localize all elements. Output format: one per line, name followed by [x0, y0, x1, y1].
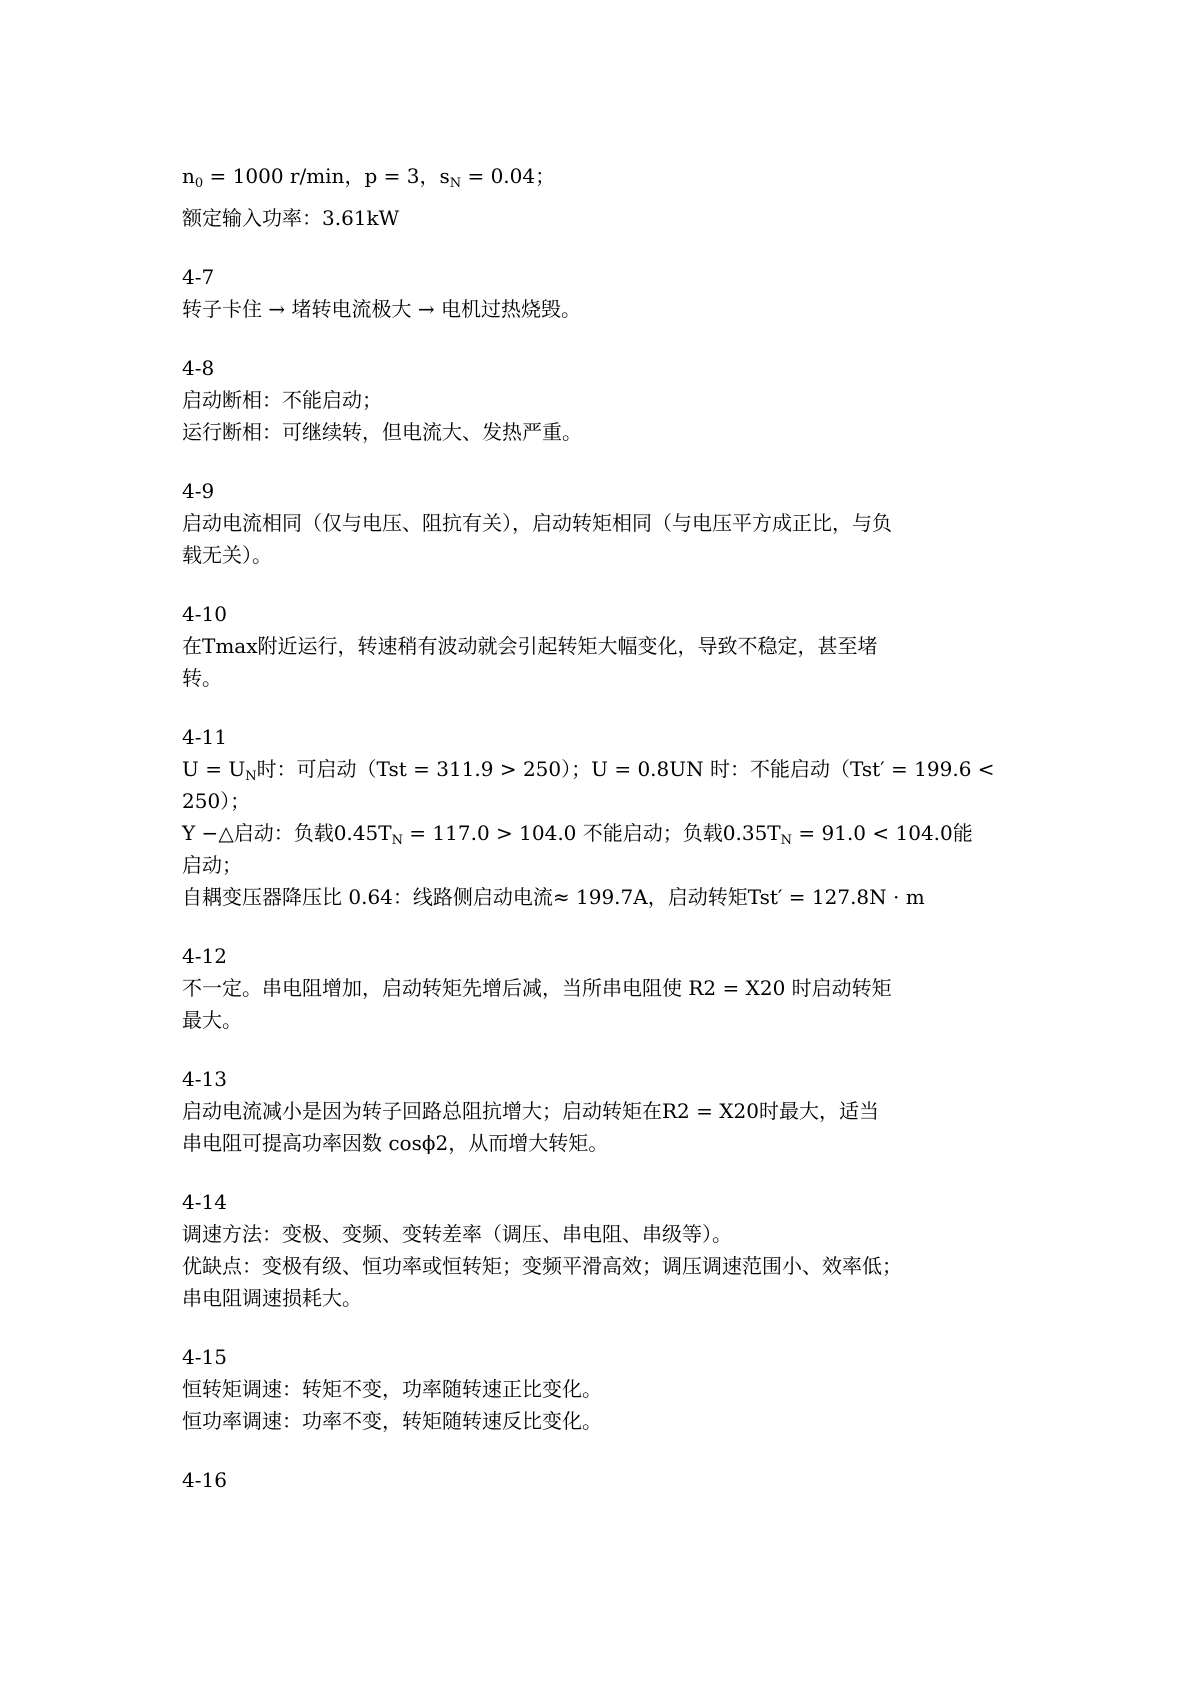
- answer-4-15-line1: 恒转矩调速：转矩不变，功率随转速正比变化。: [182, 1377, 602, 1401]
- section-number-4-7: 4-7: [182, 265, 215, 289]
- answer-4-8-line2: 运行断相：可继续转，但电流大、发热严重。: [182, 420, 582, 444]
- answer-4-11-line4: 启动；: [182, 853, 242, 877]
- answer-4-10-line2: 转。: [182, 666, 222, 690]
- answer-4-8-line1: 启动断相：不能启动；: [182, 388, 382, 412]
- formula-line: $n_0 = 1000$ r/min，p = 3，$s_N = 0.04$；: [182, 164, 556, 191]
- answer-4-14-line2: 优缺点：变极有级、恒功率或恒转矩；变频平滑高效；调压调速范围小、效率低；: [182, 1254, 902, 1278]
- section-number-4-9: 4-9: [182, 479, 215, 503]
- answer-4-10-line1: 在Tmax附近运行，转速稍有波动就会引起转矩大幅变化，导致不稳定，甚至堵: [182, 634, 878, 658]
- section-number-4-14: 4-14: [182, 1190, 227, 1214]
- section-number-4-12: 4-12: [182, 944, 227, 968]
- answer-4-14-line1: 调速方法：变极、变频、变转差率（调压、串电阻、串级等）。: [182, 1222, 732, 1246]
- answer-4-11-line2: 250）；: [182, 789, 251, 813]
- section-number-4-15: 4-15: [182, 1345, 227, 1369]
- answer-4-11-line5: 自耦变压器降压比 0.64：线路侧启动电流≈ 199.7A，启动转矩Tst′ = 127.8N · m: [182, 885, 925, 909]
- answer-4-13-line1: 启动电流减小是因为转子回路总阻抗增大；启动转矩在R2 = X20时最大，适当: [182, 1099, 879, 1123]
- answer-4-12-line1: 不一定。串电阻增加，启动转矩先增后减，当所串电阻使 R2 = X20 时启动转矩: [182, 976, 892, 1000]
- section-number-4-11: 4-11: [182, 725, 227, 749]
- section-number-4-16: 4-16: [182, 1468, 227, 1492]
- section-number-4-8: 4-8: [182, 356, 215, 380]
- section-number-4-10: 4-10: [182, 602, 227, 626]
- answer-4-15-line2: 恒功率调速：功率不变，转矩随转速反比变化。: [182, 1409, 602, 1433]
- answer-4-13-line2: 串电阻可提高功率因数 cosϕ2，从而增大转矩。: [182, 1131, 609, 1155]
- answer-4-14-line3: 串电阻调速损耗大。: [182, 1286, 362, 1310]
- answer-4-7: 转子卡住 → 堵转电流极大 → 电机过热烧毁。: [182, 297, 581, 321]
- answer-4-9-line1: 启动电流相同（仅与电压、阻抗有关），启动转矩相同（与电压平方成正比，与负: [182, 511, 892, 535]
- answer-4-11-line3: Y −△启动：负载$0.45T_N = 117.0 > 104.0$ 不能启动；负载$0.35T_N = 91.0 < 104.0$能: [182, 821, 973, 848]
- answer-4-9-line2: 载无关）。: [182, 543, 272, 567]
- answer-4-11-line1: $U = U_N$时：可启动（Tst = 311.9 > 250）；U = 0.8UN 时：不能启动（Tst′ = 199.6 <: [182, 757, 995, 784]
- rated-input-line: 额定输入功率：3.61kW: [182, 206, 400, 230]
- answer-4-12-line2: 最大。: [182, 1008, 242, 1032]
- section-number-4-13: 4-13: [182, 1067, 227, 1091]
